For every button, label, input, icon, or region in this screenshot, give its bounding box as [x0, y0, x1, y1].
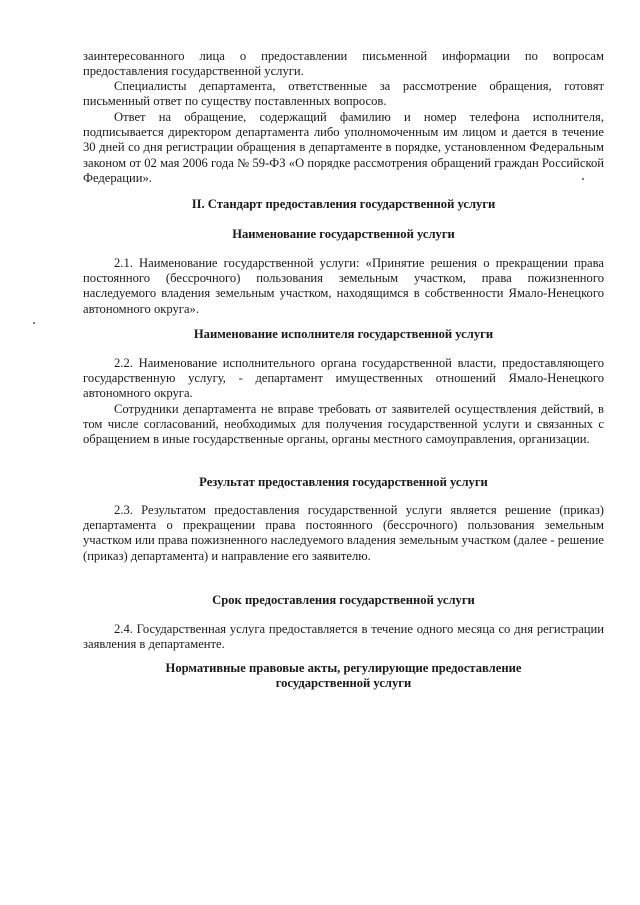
section-heading-standard: II. Стандарт предоставления государственной услуги: [191, 197, 496, 211]
paragraph-block-2-1: [83, 256, 604, 317]
scan-speck: [33, 322, 35, 324]
paragraph-staff-restriction: Сотрудники департамента не вправе требовать от заявителей осуществления действий, в том числе согласований, необходимых для получения государственной услуги и связанных с обращением в иные государственные органы, органы местного самоуправления, организации.: [83, 401, 604, 447]
paragraph-specialists: Специалисты департамента, ответственные за рассмотрение обращения, готовят письменный ответ по существу поставленных вопросов.: [83, 79, 604, 109]
paragraph-block-2-2: [83, 356, 604, 447]
scan-speck: [582, 178, 584, 180]
paragraph-request-info: заинтересованного лица о предоставлении письменной информации по вопросам предоставления государственной услуги.: [83, 49, 604, 79]
subheading-legal-acts-line1: Нормативные правовые акты, регулирующие предоставление: [165, 661, 522, 675]
heading-block-executor: [83, 327, 604, 342]
paragraph-answer: Ответ на обращение, содержащий фамилию и номер телефона исполнителя, подписывается директором департамента либо уполномоченным им лицом и дается в течение 30 дней со дня регистрации обращения в департаменте в порядке, установленном Федеральным законом от 02 мая 2006 года № 59-ФЗ «О порядке рассмотрения обращений граждан Российской Федерации».: [83, 110, 604, 185]
paragraph-block-answer: [83, 110, 604, 186]
subheading-service-name: Наименование государственной услуги: [232, 227, 455, 241]
subheading-result: Результат предоставления государственной услуги: [199, 475, 488, 489]
heading-block-term: [83, 593, 604, 608]
paragraph-continuation: [83, 49, 604, 79]
subheading-executor-name: Наименование исполнителя государственной услуги: [193, 327, 494, 341]
subheading-term: Срок предоставления государственной услуги: [212, 593, 475, 607]
paragraph-block-2-4: [83, 622, 604, 652]
paragraph-block-specialists: [83, 79, 604, 109]
heading-block-result: [83, 475, 604, 490]
paragraph-block-2-3: [83, 503, 604, 564]
subheading-legal-acts-line2: государственной услуги: [275, 676, 412, 691]
paragraph-2-4: 2.4. Государственная услуга предоставляется в течение одного месяца со дня регистрации заявления в департаменте.: [83, 622, 604, 652]
paragraph-2-2: 2.2. Наименование исполнительного органа государственной власти, предоставляющего государственную услугу, - департамент имущественных отношений Ямало-Ненецкого автономного округа.: [83, 356, 604, 401]
heading-block-service-name: [83, 227, 604, 242]
paragraph-2-3: 2.3. Результатом предоставления государственной услуги является решение (приказ) департамента о прекращении права постоянного (бессрочного) пользования земельным участком или права пожизненного наследуемого владения земельным участком (далее - решение (приказ) департамента) и направление его заявителю.: [83, 503, 604, 563]
heading-block-legal-acts: [83, 661, 604, 691]
paragraph-2-1: 2.1. Наименование государственной услуги: «Принятие решения о прекращении права постоянного (бессрочного) пользования земельным участком, права пожизненного наследуемого владения земельным участком, находящимся в собственности Ямало-Ненецкого автономного округа».: [83, 256, 604, 316]
heading-block-section2: [83, 197, 604, 212]
